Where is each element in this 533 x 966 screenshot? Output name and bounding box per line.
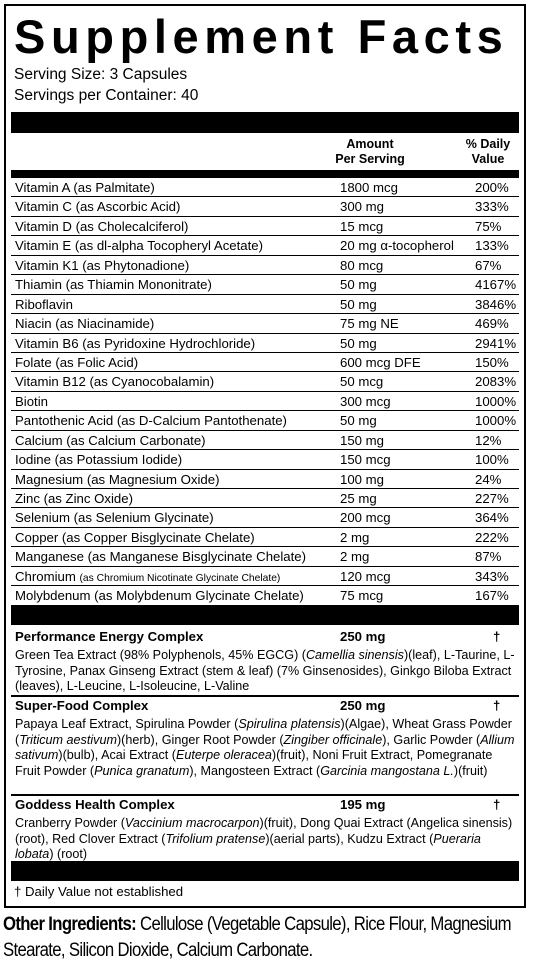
nutrient-name <box>15 197 180 216</box>
nutrient-name-text: Magnesium (as Magnesium Oxide) <box>15 471 220 487</box>
desc-latin: Trifolium pratense <box>165 831 266 846</box>
nutrient-name-text: Vitamin C (as Ascorbic Acid) <box>15 199 181 215</box>
nutrient-name-text: Iodine (as Potassium Iodide) <box>15 452 183 468</box>
desc-latin: Vaccinium macrocarpon <box>124 816 260 830</box>
nutrient-row <box>11 431 519 450</box>
dagger-mark: † <box>493 698 501 713</box>
nutrient-name <box>15 334 255 353</box>
amount-header-line-1: Amount <box>346 137 394 151</box>
desc-latin: Allium sativum <box>15 732 515 763</box>
nutrient-name <box>15 372 214 391</box>
nutrient-row <box>11 508 519 527</box>
nutrient-daily-value: 100% <box>475 452 509 468</box>
nutrient-name-text: Vitamin B12 (as Cyanocobalamin) <box>15 374 215 390</box>
dv-header-line-2: Value <box>471 152 505 166</box>
nutrient-name <box>15 450 182 469</box>
nutrient-name-text: Manganese (as Manganese Bisglycinate Chelate) <box>15 549 307 565</box>
nutrient-amount: 75 mg NE <box>340 316 399 332</box>
desc-latin: Pueraria lobata <box>15 831 481 862</box>
nutrient-amount: 50 mg <box>340 413 377 429</box>
nutrient-amount: 2 mg <box>340 549 370 565</box>
desc-part: Papaya Leaf Extract, Spirulina Powder ( <box>15 717 239 731</box>
nutrient-daily-value: 167% <box>475 588 509 604</box>
nutrient-name-text: Folate (as Folic Acid) <box>15 354 139 370</box>
nutrient-row <box>11 197 519 216</box>
desc-part: )(aerial parts), Kudzu Extract ( <box>265 831 434 846</box>
complex-name: Performance Energy Complex <box>15 629 204 644</box>
desc-part: )(Algae), Wheat Grass Powder ( <box>15 717 513 747</box>
nutrient-row <box>11 547 519 566</box>
nutrient-name-text: Vitamin A (as Palmitate) <box>15 180 155 195</box>
nutrient-row <box>11 217 519 236</box>
nutrient-name <box>15 178 155 197</box>
nutrient-daily-value: 2941% <box>475 335 517 351</box>
panel-title: Supplement Facts <box>14 10 509 63</box>
nutrient-row <box>11 236 519 255</box>
nutrient-name-text: Zinc (as Zinc Oxide) <box>15 491 133 507</box>
nutrient-name-text: Thiamin (as Thiamin Mononitrate) <box>15 277 212 293</box>
thick-divider-top <box>11 112 519 133</box>
desc-latin: Zingiber officinale <box>283 732 383 747</box>
nutrient-name-source: (as Chromium Nicotinate Glycinate Chelate) <box>79 572 281 584</box>
nutrient-amount: 300 mg <box>340 199 384 215</box>
nutrient-name <box>15 275 212 294</box>
nutrient-name <box>15 236 263 255</box>
desc-part: Green Tea Extract (98% Polyphenols, 45% EGCG) ( <box>15 648 306 662</box>
nutrient-name <box>15 411 287 430</box>
thick-divider-bottom <box>11 861 519 881</box>
nutrient-daily-value: 150% <box>475 354 509 370</box>
nutrient-amount: 20 mg α-tocopherol <box>340 238 454 254</box>
nutrient-name <box>15 256 189 275</box>
nutrient-name <box>15 314 154 333</box>
desc-part: ), Garlic Powder ( <box>382 732 481 747</box>
nutrient-daily-value: 133% <box>475 238 509 254</box>
nutrient-amount: 50 mg <box>340 335 377 351</box>
nutrient-row <box>11 275 519 294</box>
nutrient-amount: 2 mg <box>340 529 370 545</box>
servings-per-container: Servings per Container: 40 <box>14 87 199 104</box>
other-ingredients <box>3 912 531 964</box>
desc-latin: Camellia sinensis <box>305 648 404 662</box>
nutrient-daily-value: 67% <box>475 257 502 273</box>
nutrient-row <box>11 256 519 275</box>
dagger-mark: † <box>493 797 501 812</box>
nutrient-row <box>11 353 519 372</box>
nutrient-daily-value: 24% <box>475 471 502 487</box>
nutrient-row <box>11 450 519 469</box>
nutrient-daily-value: 3846% <box>475 296 517 312</box>
nutrient-amount: 50 mg <box>340 296 377 312</box>
desc-part: )(bulb), Acai Extract ( <box>58 748 176 763</box>
nutrient-daily-value: 12% <box>475 432 502 448</box>
nutrient-name-text: Niacin (as Niacinamide) <box>15 316 155 332</box>
complex-ingredients <box>15 717 515 779</box>
other-ingredients-label: Other Ingredients: <box>3 914 137 935</box>
nutrient-row <box>11 528 519 547</box>
nutrient-name <box>15 470 219 489</box>
desc-latin: Punica granatum <box>94 763 190 778</box>
amount-header-line-2: Per Serving <box>335 152 405 166</box>
complex-name: Super-Food Complex <box>15 698 149 713</box>
nutrient-row <box>11 411 519 430</box>
nutrient-name <box>15 547 306 566</box>
nutrient-name <box>15 431 206 450</box>
nutrient-name <box>15 567 280 588</box>
nutrient-daily-value: 364% <box>475 510 509 526</box>
nutrient-name-text: Copper (as Copper Bisglycinate Chelate) <box>15 529 255 545</box>
desc-part: ), Mangosteen Extract ( <box>189 763 321 778</box>
nutrient-row <box>11 470 519 489</box>
nutrient-amount: 80 mcg <box>340 257 384 273</box>
nutrient-daily-value: 343% <box>475 568 509 584</box>
daily-value-footnote: † Daily Value not established <box>14 884 184 899</box>
dagger-mark: † <box>493 629 501 644</box>
desc-latin: Euterpe oleracea <box>175 748 272 763</box>
nutrient-amount: 150 mcg <box>340 452 391 468</box>
nutrient-amount: 75 mcg <box>340 588 384 604</box>
nutrient-daily-value: 75% <box>475 218 502 234</box>
nutrient-name-text: Molybdenum (as Molybdenum Glycinate Chelate) <box>15 588 304 604</box>
desc-part: )(fruit) <box>453 763 488 778</box>
nutrient-row <box>11 392 519 411</box>
desc-part: )(leaf), L-Taurine, L-Tyrosine, Panax Ginseng Extract (stem & leaf) (7% Ginsenosides), Ginkgo Biloba Extract (leaves), L-Leucine, L-Isoleucine, L-Valine <box>15 648 515 694</box>
desc-part: ) (root) <box>49 847 88 862</box>
nutrient-daily-value: 1000% <box>475 413 517 429</box>
nutrient-row <box>11 586 519 605</box>
nutrient-amount: 120 mcg <box>340 568 391 584</box>
nutrient-row <box>11 178 519 197</box>
nutrient-row <box>11 567 519 586</box>
nutrient-name <box>15 295 73 314</box>
nutrient-daily-value: 1000% <box>475 393 517 409</box>
nutrient-name <box>15 353 138 372</box>
nutrient-amount: 300 mcg <box>340 393 391 409</box>
nutrient-daily-value: 469% <box>475 316 509 332</box>
nutrient-row <box>11 334 519 353</box>
nutrient-amount: 200 mcg <box>340 510 391 526</box>
nutrient-name <box>15 586 304 605</box>
nutrient-row <box>11 372 519 391</box>
nutrient-row <box>11 295 519 314</box>
complex-ingredients <box>15 816 515 863</box>
nutrient-amount: 100 mg <box>340 471 384 487</box>
desc-latin: Triticum aestivum <box>19 732 117 747</box>
nutrient-amount: 1800 mcg <box>340 180 398 195</box>
nutrient-name-text: Chromium <box>15 568 76 584</box>
desc-part: )(fruit), Noni Fruit Extract, Pomegranate Fruit Powder ( <box>15 748 493 778</box>
serving-size: Serving Size: 3 Capsules <box>14 66 188 83</box>
nutrient-row <box>11 314 519 333</box>
nutrient-name-text: Pantothenic Acid (as D-Calcium Pantothenate) <box>15 413 287 429</box>
daily-value-column-header <box>458 137 518 167</box>
nutrient-amount: 15 mcg <box>340 218 384 234</box>
nutrient-daily-value: 222% <box>475 529 509 545</box>
nutrient-name-text: Vitamin B6 (as Pyridoxine Hydrochloride) <box>15 335 256 351</box>
complex-performance <box>11 628 519 694</box>
nutrient-name-text: Vitamin D (as Cholecalciferol) <box>15 218 189 234</box>
nutrient-amount: 50 mg <box>340 277 377 293</box>
nutrient-amount: 150 mg <box>340 432 384 448</box>
amount-column-header <box>332 137 408 167</box>
nutrient-amount: 25 mg <box>340 491 377 507</box>
nutrient-daily-value: 227% <box>475 491 509 507</box>
dv-header-line-1: % Daily <box>465 137 511 151</box>
desc-part: )(herb), Ginger Root Powder ( <box>116 732 284 747</box>
nutrient-name <box>15 528 255 547</box>
other-ingredients-text: Cellulose (Vegetable Capsule), Rice Flour, Magnesium Stearate, Silicon Dioxide, Calcium Carbonate. <box>3 914 511 961</box>
complex-goddess <box>11 796 519 860</box>
nutrient-amount: 600 mcg DFE <box>340 354 421 370</box>
nutrient-row <box>11 489 519 508</box>
nutrient-name-text: Biotin <box>15 393 48 409</box>
nutrient-name-text: Calcium (as Calcium Carbonate) <box>15 432 206 448</box>
nutrient-daily-value: 333% <box>475 199 509 215</box>
complex-amount: 250 mg <box>340 698 386 713</box>
nutrient-name <box>15 392 48 411</box>
nutrient-name-text: Vitamin E (as dl-alpha Tocopheryl Acetate) <box>15 238 264 254</box>
complex-ingredients <box>15 648 515 695</box>
complex-name: Goddess Health Complex <box>15 797 175 812</box>
nutrient-name-text: Selenium (as Selenium Glycinate) <box>15 510 214 526</box>
complex-superfood <box>11 697 519 793</box>
nutrient-name <box>15 489 133 508</box>
nutrient-name-text: Vitamin K1 (as Phytonadione) <box>15 257 190 273</box>
desc-part: )(fruit), Dong Quai Extract (Angelica sinensis)(root), Red Clover Extract ( <box>15 816 513 846</box>
desc-latin: Garcinia mangostana L. <box>320 763 454 778</box>
nutrient-daily-value: 4167% <box>475 277 517 293</box>
desc-latin: Spirulina platensis <box>238 717 341 731</box>
nutrient-daily-value: 200% <box>475 180 509 195</box>
nutrient-name <box>15 217 188 236</box>
complex-amount: 250 mg <box>340 629 386 644</box>
thick-divider-header <box>11 170 519 178</box>
nutrient-name-text: Riboflavin <box>15 296 73 312</box>
nutrient-daily-value: 2083% <box>475 374 517 390</box>
complex-amount: 195 mg <box>340 797 386 812</box>
nutrient-daily-value: 87% <box>475 549 502 565</box>
nutrient-amount: 50 mcg <box>340 374 384 390</box>
nutrient-name <box>15 508 214 527</box>
desc-part: Cranberry Powder ( <box>15 816 125 830</box>
thick-divider-nutrients <box>11 605 519 625</box>
